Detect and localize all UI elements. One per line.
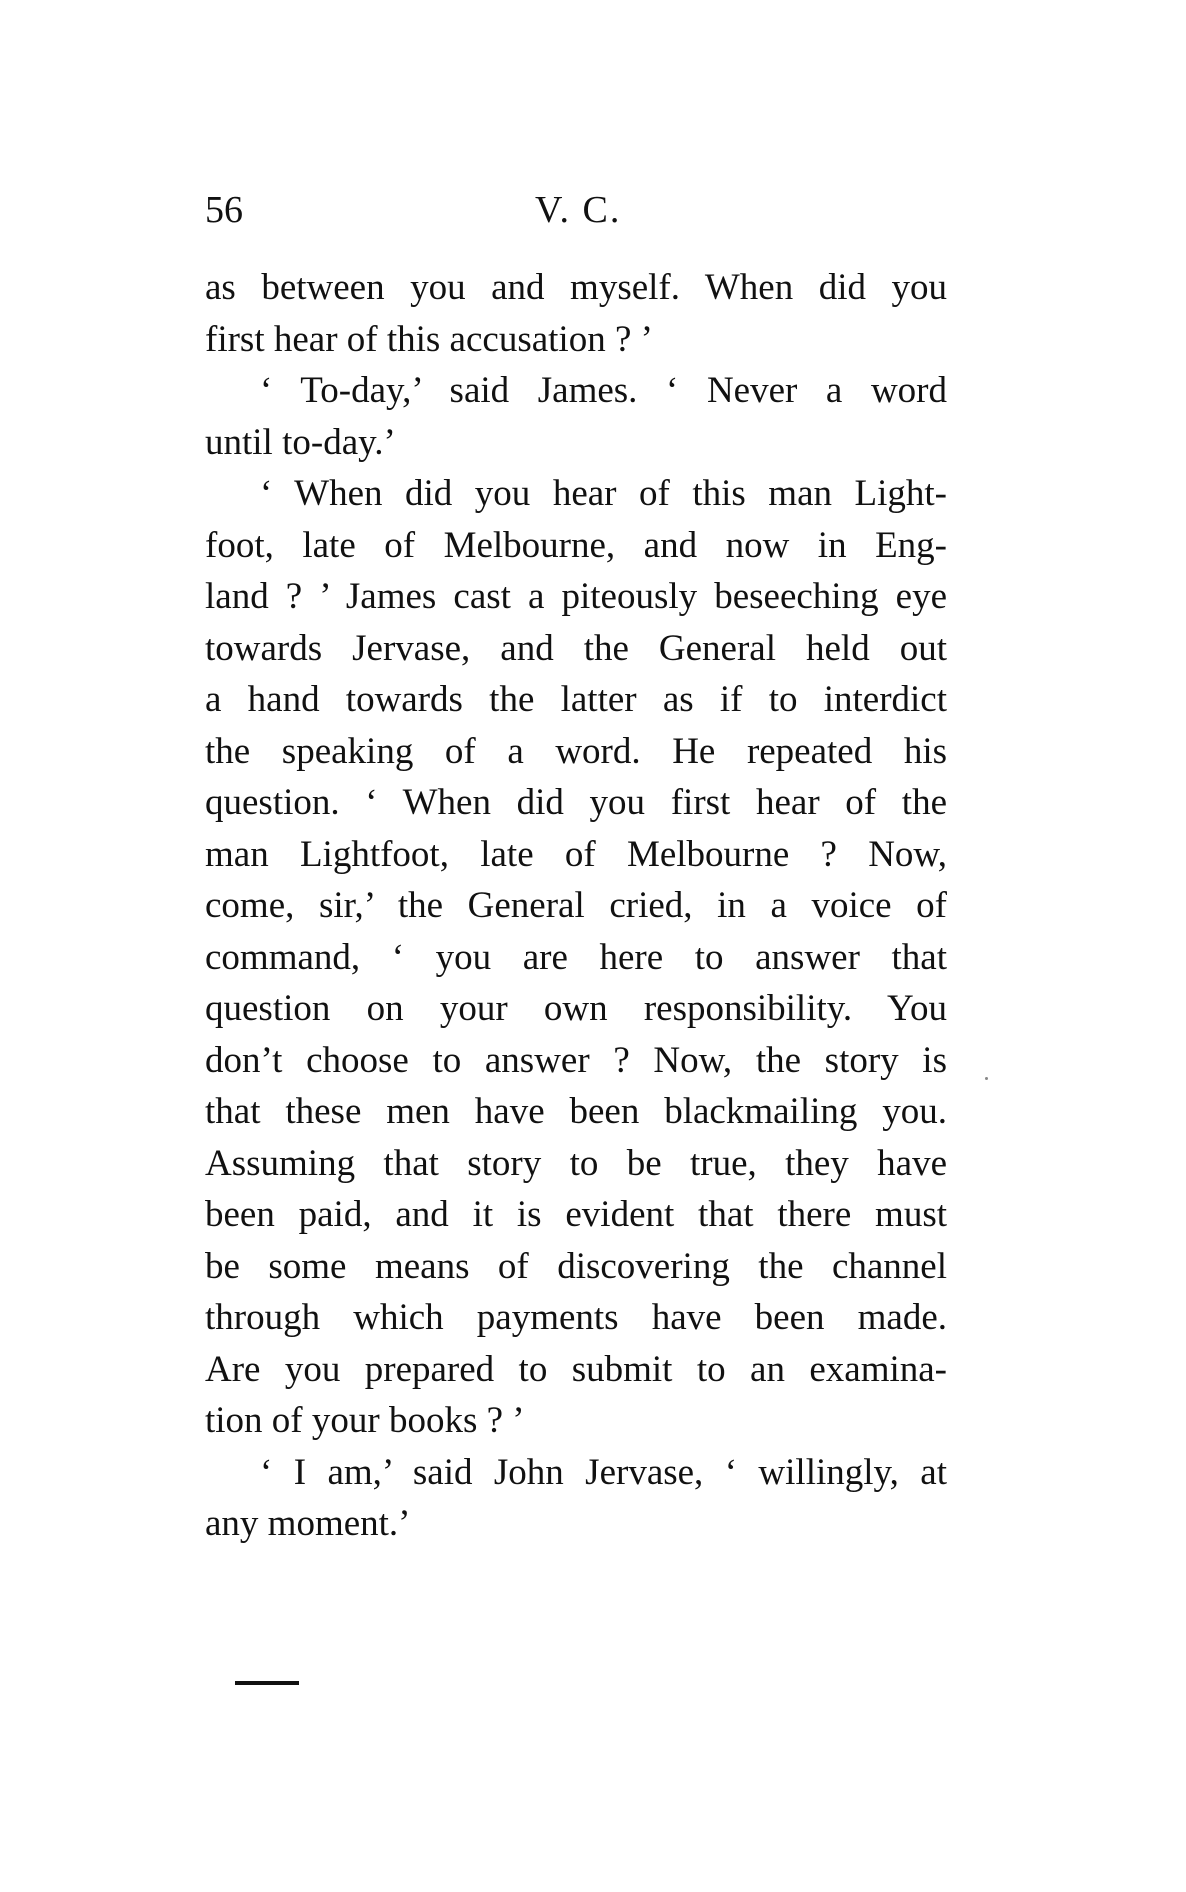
- text-line: question. ‘ When did you first hear of the: [205, 782, 947, 823]
- text-line: a hand towards the latter as if to interdict: [205, 679, 947, 720]
- paper-speck: [985, 1077, 988, 1080]
- running-head: V. C.: [535, 189, 622, 231]
- text-line: be some means of discovering the channel: [205, 1245, 947, 1287]
- text-line: as between you and myself. When did you: [205, 267, 947, 308]
- text-line: come, sir,’ the General cried, in a voice of: [205, 885, 947, 926]
- text-line: been paid, and it is evident that there must: [205, 1194, 947, 1235]
- text-line: land ? ’ James cast a piteously beseeching eye: [205, 576, 947, 617]
- text-line: Assuming that story to be true, they have: [205, 1142, 947, 1184]
- text-line: ‘ I am,’ said John Jervase, ‘ willingly, at: [260, 1451, 947, 1493]
- signature-rule: [235, 1681, 299, 1685]
- text-line: foot, late of Melbourne, and now in Eng-: [205, 524, 947, 566]
- text-line: towards Jervase, and the General held out: [205, 627, 947, 669]
- text-line: until to-day.’: [205, 421, 396, 463]
- text-line: the speaking of a word. He repeated his: [205, 730, 947, 772]
- text-line: question on your own responsibility. You: [205, 988, 947, 1029]
- body-text: [205, 262, 947, 1550]
- text-line: ‘ When did you hear of this man Light-: [260, 473, 947, 514]
- text-line: man Lightfoot, late of Melbourne ? Now,: [205, 833, 947, 875]
- text-line: Are you prepared to submit to an examina-: [205, 1348, 947, 1390]
- text-line: tion of your books ? ’: [205, 1400, 525, 1441]
- text-line: don’t choose to answer ? Now, the story is: [205, 1039, 947, 1081]
- page-number: 56: [205, 189, 243, 231]
- text-line: that these men have been blackmailing you.: [205, 1091, 947, 1132]
- text-line: command, ‘ you are here to answer that: [205, 936, 947, 978]
- text-line: first hear of this accusation ? ’: [205, 318, 653, 360]
- text-line: through which payments have been made.: [205, 1297, 947, 1338]
- page-header: [205, 188, 965, 238]
- text-line: any moment.’: [205, 1503, 411, 1544]
- text-line: ‘ To-day,’ said James. ‘ Never a word: [260, 370, 947, 411]
